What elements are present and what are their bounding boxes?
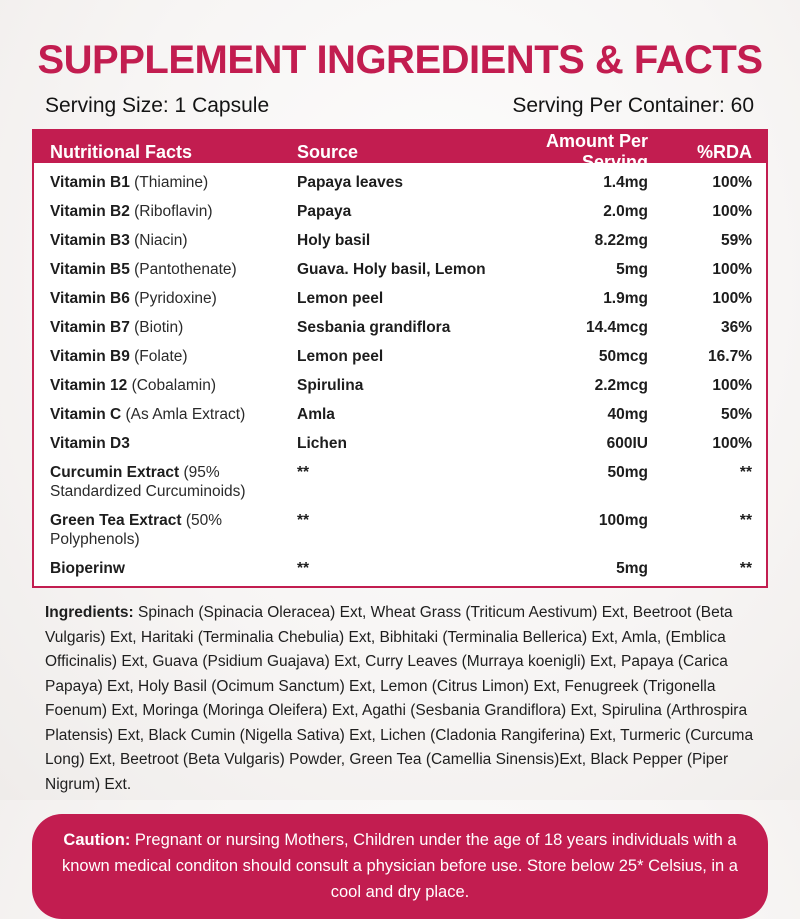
table-row	[50, 405, 752, 424]
nutrient-name: Vitamin B1	[50, 174, 130, 191]
nutrient-name-cell	[50, 173, 297, 192]
nutrient-detail: (95% Standardized Curcuminoids)	[50, 464, 246, 500]
nutrient-name: Green Tea Extract	[50, 512, 182, 529]
serving-info	[32, 94, 768, 118]
nutrient-detail: (Pyridoxine)	[129, 290, 217, 307]
amount-cell: 2.2mcg	[594, 377, 648, 394]
rda-cell: 100%	[712, 290, 752, 307]
nutrient-detail: (Pantothenate)	[129, 261, 237, 278]
table-row	[50, 559, 752, 578]
nutrient-name: Vitamin C	[50, 406, 122, 423]
nutrient-name-cell	[50, 511, 297, 549]
nutrient-name: Vitamin B9	[50, 348, 130, 365]
page-title: SUPPLEMENT INGREDIENTS & FACTS	[37, 38, 763, 82]
nutrient-name-cell	[50, 559, 297, 578]
rda-cell: 100%	[712, 377, 752, 394]
table-body	[34, 163, 766, 586]
source-cell: **	[297, 464, 310, 481]
table-row	[50, 347, 752, 366]
nutrient-name-cell	[50, 202, 297, 221]
amount-cell: 50mg	[607, 464, 648, 481]
nutrient-name: Vitamin B6	[50, 290, 130, 307]
table-row	[50, 511, 752, 549]
nutrient-name-cell	[50, 260, 297, 279]
nutrient-name-cell	[50, 434, 297, 453]
table-row	[50, 231, 752, 250]
amount-cell: 8.22mg	[594, 232, 648, 249]
rda-cell: 100%	[712, 261, 752, 278]
nutrient-detail: (Cobalamin)	[127, 377, 216, 394]
rda-cell: 16.7%	[708, 348, 752, 365]
nutrient-name: Curcumin Extract	[50, 464, 180, 481]
nutrient-name: Vitamin D3	[50, 435, 130, 452]
nutrient-name-cell	[50, 376, 297, 395]
amount-cell: 1.9mg	[603, 290, 648, 307]
source-cell: Guava. Holy basil, Lemon	[297, 261, 486, 278]
amount-cell: 100mg	[598, 512, 648, 529]
source-cell: **	[297, 560, 310, 577]
nutrient-name: Vitamin 12	[50, 377, 128, 394]
amount-cell: 2.0mg	[603, 203, 648, 220]
source-cell: Holy basil	[297, 232, 371, 249]
rda-cell: 59%	[720, 232, 752, 249]
ingredients-paragraph	[45, 601, 771, 797]
nutrient-detail: (Biotin)	[129, 319, 184, 336]
rda-cell: **	[739, 560, 752, 577]
table-row	[50, 463, 752, 501]
nutrient-detail: (Thiamine)	[129, 174, 209, 191]
table-row	[50, 260, 752, 279]
table-row	[50, 202, 752, 221]
nutrient-detail: (As Amla Extract)	[121, 406, 246, 423]
nutrient-detail: (Niacin)	[129, 232, 188, 249]
ingredients-label: Ingredients:	[45, 604, 134, 621]
rda-cell: 36%	[720, 319, 752, 336]
ingredients-text: Spinach (Spinacia Oleracea) Ext, Wheat Grass (Triticum Aestivum) Ext, Beetroot (Beta Vulgaris) Ext, Haritaki (Terminalia Chebulia) Ext, Bibhitaki (Terminalia Bellerica) Ext, Amla, (Emblica Officinalis) Ext, Guava (Psidium Guajava) Ext, Curry Leaves (Murraya koenigli) Ext, Papaya (Carica Papaya) Ext, Holy Basil (Ocimum Sanctum) Ext, Lemon (Citrus Limon) Ext, Fenugreek (Trigonella Foenum) Ext, Moringa (Moringa Oleifera) Ext, Agathi (Sesbania Grandiflora) Ext, Spirulina (Arthrospira Platensis) Ext, Black Cumin (Nigella Sativa) Ext, Lichen (Cladonia Rangiferina) Ext, Turmeric (Curcuma Long) Ext, Beetroot (Beta Vulgaris) Powder, Green Tea (Camellia Sinensis)Ext, Black Pepper (Piper Nigrum) Ext.	[45, 604, 754, 793]
rda-cell: 100%	[712, 174, 752, 191]
amount-cell: 600IU	[606, 435, 648, 452]
table-row	[50, 318, 752, 337]
source-cell: Lemon peel	[297, 348, 384, 365]
source-cell: Lemon peel	[297, 290, 384, 307]
column-header-amount-per-serving: Amount Per Serving	[545, 131, 648, 172]
table-row	[50, 376, 752, 395]
source-cell: Sesbania grandiflora	[297, 319, 451, 336]
nutrient-name-cell	[50, 463, 297, 501]
amount-cell: 40mg	[607, 406, 648, 423]
column-header-nutritional-facts: Nutritional Facts	[50, 141, 193, 162]
caution-box	[32, 814, 768, 919]
rda-cell: 50%	[720, 406, 752, 423]
nutrient-name-cell	[50, 318, 297, 337]
rda-cell: **	[739, 512, 752, 529]
nutrient-name-cell	[50, 231, 297, 250]
table-row	[50, 173, 752, 192]
table-header-row	[34, 131, 766, 172]
caution-label: Caution:	[63, 831, 131, 849]
nutrient-name: Vitamin B5	[50, 261, 130, 278]
nutrient-detail: (Riboflavin)	[129, 203, 213, 220]
source-cell: **	[297, 512, 310, 529]
serving-per-container-text: Serving Per Container: 60	[512, 94, 754, 117]
nutrient-name: Bioperinw	[50, 560, 125, 577]
source-cell: Lichen	[297, 435, 347, 452]
rda-cell: **	[739, 464, 752, 481]
nutrient-name-cell	[50, 347, 297, 366]
source-cell: Papaya	[297, 203, 352, 220]
source-cell: Amla	[297, 406, 335, 423]
nutrient-name-cell	[50, 289, 297, 308]
nutrient-name: Vitamin B7	[50, 319, 130, 336]
amount-cell: 5mg	[616, 261, 648, 278]
rda-cell: 100%	[712, 435, 752, 452]
source-cell: Spirulina	[297, 377, 364, 394]
serving-size-text: Serving Size: 1 Capsule	[45, 94, 270, 117]
source-cell: Papaya leaves	[297, 174, 404, 191]
amount-cell: 1.4mg	[603, 174, 648, 191]
nutrient-name: Vitamin B3	[50, 232, 130, 249]
amount-cell: 5mg	[616, 560, 648, 577]
nutrient-detail: (Folate)	[129, 348, 188, 365]
nutrient-name: Vitamin B2	[50, 203, 130, 220]
nutrient-name-cell	[50, 405, 297, 424]
nutrient-detail: (50% Polyphenols)	[50, 512, 223, 548]
amount-cell: 50mcg	[598, 348, 648, 365]
amount-cell: 14.4mcg	[585, 319, 648, 336]
caution-text: Pregnant or nursing Mothers, Children under the age of 18 years individuals with a known medical conditon should consult a physician before use. Store below 25* Celsius, in a cool and dry place.	[62, 831, 738, 901]
nutritional-facts-table	[32, 129, 768, 588]
rda-cell: 100%	[712, 203, 752, 220]
table-row	[50, 289, 752, 308]
table-row	[50, 434, 752, 453]
column-header-rda: %RDA	[696, 141, 752, 162]
column-header-source: Source	[297, 141, 359, 162]
